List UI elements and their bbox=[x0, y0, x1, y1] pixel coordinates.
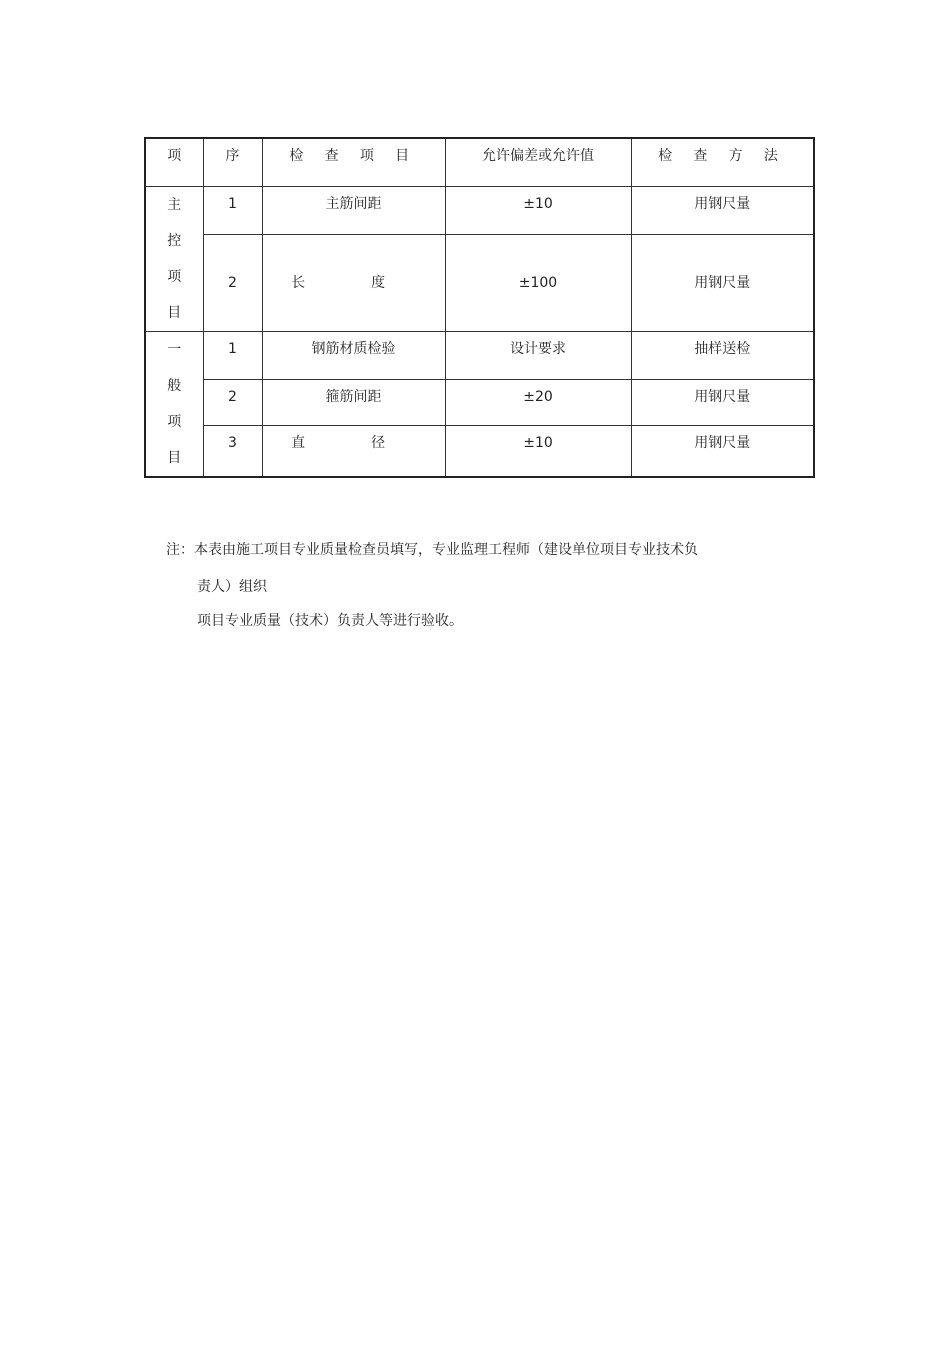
row-item: 箍筋间距 bbox=[262, 379, 445, 425]
row-number: 1 bbox=[203, 186, 262, 234]
header-number: 序 bbox=[203, 138, 262, 186]
table-row bbox=[145, 186, 814, 234]
inspection-table bbox=[144, 137, 815, 478]
row-item: 直 径 bbox=[262, 425, 445, 476]
row-tolerance: 设计要求 bbox=[445, 331, 631, 379]
row-method: 用钢尺量 bbox=[631, 379, 814, 425]
row-number: 2 bbox=[203, 234, 262, 331]
row-item: 钢筋材质检验 bbox=[262, 331, 445, 379]
row-number: 1 bbox=[203, 331, 262, 379]
row-method: 用钢尺量 bbox=[631, 186, 814, 234]
group-label-text: 一般项目 bbox=[167, 341, 182, 466]
group-label-text: 主控项目 bbox=[167, 196, 182, 321]
group-label-general bbox=[145, 331, 203, 477]
table-row bbox=[145, 331, 814, 379]
table-row bbox=[145, 425, 814, 476]
row-method: 抽样送检 bbox=[631, 331, 814, 379]
table-row bbox=[145, 234, 814, 331]
note-line-3: 项目专业质量（技术）负责人等进行验收。 bbox=[197, 613, 463, 629]
header-method: 检 查 方 法 bbox=[631, 138, 814, 186]
row-method: 用钢尺量 bbox=[631, 425, 814, 476]
row-tolerance: ±100 bbox=[445, 234, 631, 331]
group-label-main-control bbox=[145, 186, 203, 331]
table-row bbox=[145, 379, 814, 425]
row-item: 长 度 bbox=[262, 234, 445, 331]
header-item: 检 查 项 目 bbox=[262, 138, 445, 186]
row-number: 2 bbox=[203, 379, 262, 425]
row-number: 3 bbox=[203, 425, 262, 476]
row-method: 用钢尺量 bbox=[631, 234, 814, 331]
row-tolerance: ±20 bbox=[445, 379, 631, 425]
row-tolerance: ±10 bbox=[445, 186, 631, 234]
header-category: 项 bbox=[145, 138, 203, 186]
row-item: 主筋间距 bbox=[262, 186, 445, 234]
note-line-2: 责人）组织 bbox=[197, 579, 267, 595]
row-tolerance: ±10 bbox=[445, 425, 631, 476]
table-header-row bbox=[145, 138, 814, 186]
header-tolerance: 允许偏差或允许值 bbox=[445, 138, 631, 186]
note-line-1: 注：本表由施工项目专业质量检查员填写，专业监理工程师（建设单位项目专业技术负 bbox=[166, 542, 698, 558]
